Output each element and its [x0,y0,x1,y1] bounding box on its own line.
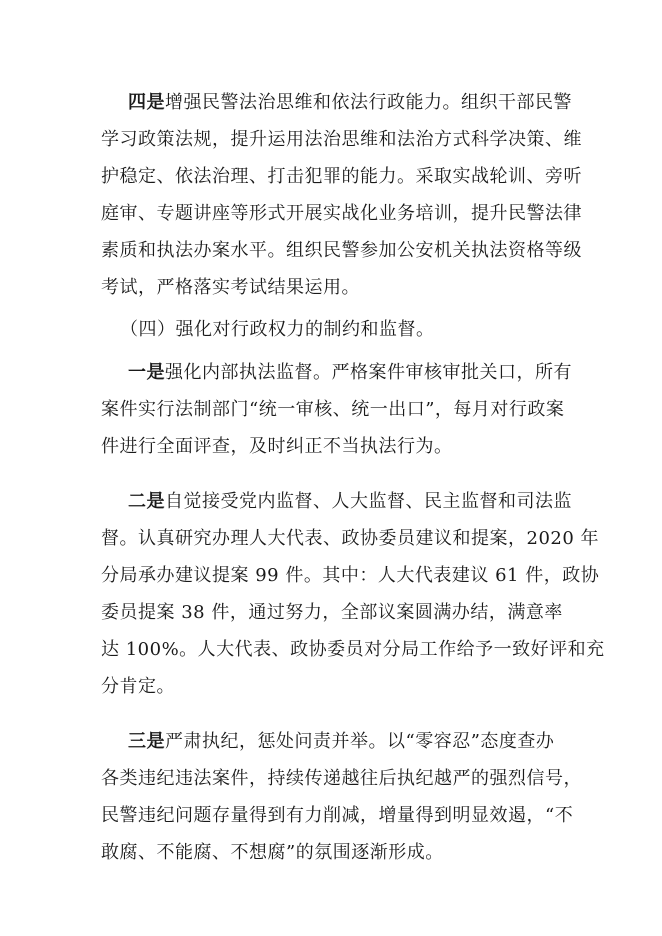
paragraph-3-line-3: 分局承办建议提案 99 件。其中：人大代表建议 61 件，政协 [101,565,600,586]
section-heading: （四）强化对行政权力的制约和监督。 [120,319,435,340]
paragraph-3-line-2: 督。认真研究办理人大代表、政协委员建议和提案，2020 年 [101,528,600,549]
paragraph-4-line-4: 敢腐、不能腐、不想腐”的氛围逐渐形成。 [101,842,444,863]
paragraph-1-line-2: 学习政策法规，提升运用法治思维和法治方式科学决策、维 [101,129,582,150]
paragraph-1-line-4: 庭审、专题讲座等形式开展实战化业务培训，提升民警法律 [101,203,582,224]
paragraph-4-line-2: 各类违纪违法案件，持续传递越往后执纪越严的强烈信号， [101,768,582,789]
paragraph-3-line-6: 分肯定。 [101,676,175,697]
paragraph-4-line-1 [128,727,554,753]
paragraph-2-text-1: 强化内部执法监督。严格案件审核审批关口，所有 [165,362,572,383]
paragraph-3-text-1: 自觉接受党内监督、人大监督、民主监督和司法监 [165,491,572,512]
paragraph-1-line-6: 考试，严格落实考试结果运用。 [101,277,360,298]
paragraph-3-line-5: 达 100%。人大代表、政协委员对分局工作给予一致好评和充 [101,639,605,660]
paragraph-1-text-1: 增强民警法治思维和依法行政能力。组织干部民警 [165,92,572,113]
paragraph-2-line-3: 件进行全面评查，及时纠正不当执法行为。 [101,436,453,457]
paragraph-1-lead: 四是 [128,92,165,113]
paragraph-2-line-1 [128,358,572,384]
paragraph-1-line-5: 素质和执法办案水平。组织民警参加公安机关执法资格等级 [101,240,582,261]
paragraph-1-line-1 [128,88,572,114]
paragraph-4-text-1: 严肃执纪，惩处问责并举。以“零容忍”态度查办 [165,731,555,752]
paragraph-4-lead: 三是 [128,731,165,752]
paragraph-2-line-2: 案件实行法制部门“统一审核、统一出口”，每月对行政案 [101,399,565,420]
paragraph-3-line-1 [128,487,572,513]
paragraph-1-line-3: 护稳定、依法治理、打击犯罪的能力。采取实战轮训、旁听 [101,166,582,187]
paragraph-3-lead: 二是 [128,491,165,512]
paragraph-3-line-4: 委员提案 38 件，通过努力，全部议案圆满办结，满意率 [101,602,563,623]
paragraph-4-line-3: 民警违纪问题存量得到有力削减，增量得到明显效遏，“不 [101,805,574,826]
paragraph-2-lead: 一是 [128,362,165,383]
